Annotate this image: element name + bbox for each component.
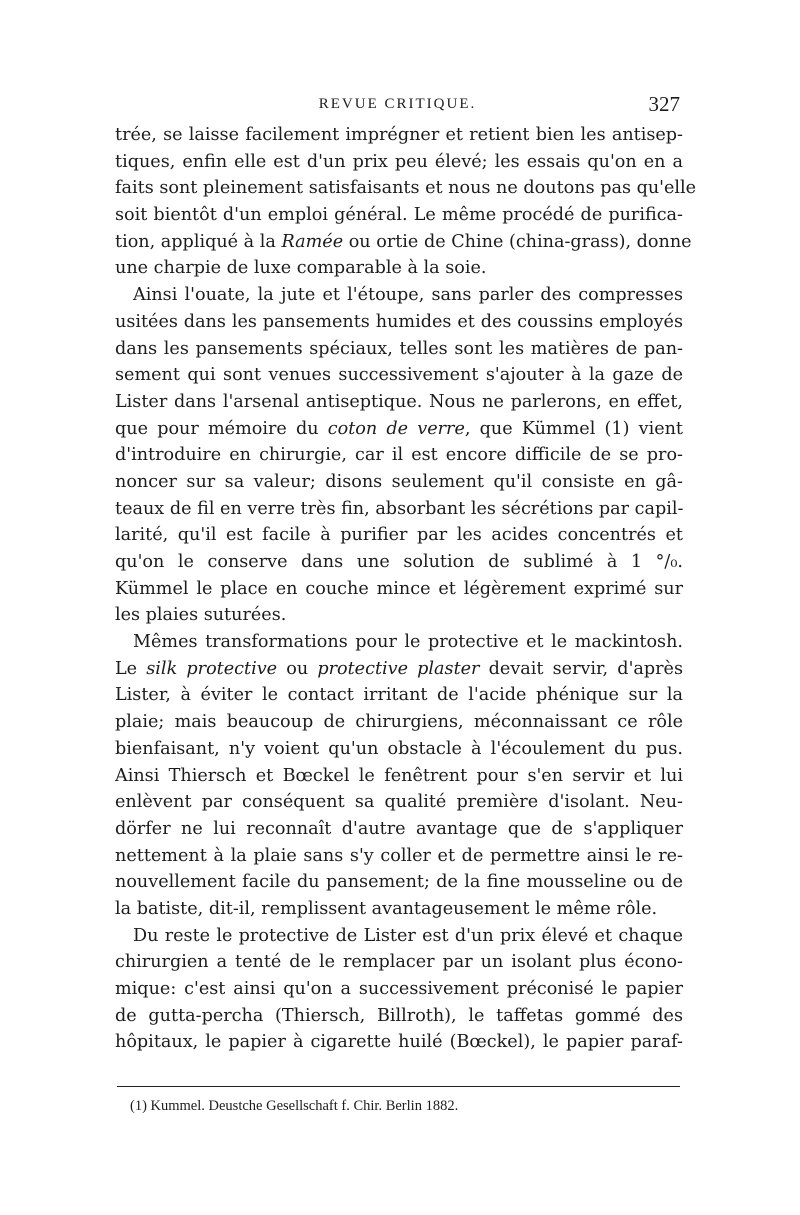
text-segment: , que Kümmel (1) vient xyxy=(464,418,684,439)
text-segment: plaie; mais beaucoup de chirurgiens, méconnaissant ce rôle xyxy=(115,712,683,733)
italic-term: protective plaster xyxy=(317,658,480,679)
text-segment: chirurgien a tenté de le remplacer par un isolant plus écono- xyxy=(115,952,683,973)
text-segment: Le xyxy=(115,658,147,679)
text-line xyxy=(115,442,683,469)
text-segment: soit bientôt d'un emploi général. Le même procédé de purifica- xyxy=(115,205,683,226)
text-line xyxy=(115,175,697,202)
italic-term: Ramée xyxy=(281,231,344,252)
text-segment: Kümmel le place en couche mince et légèrement exprimé sur xyxy=(115,578,683,599)
text-line xyxy=(115,949,683,976)
text-segment: qu'on le conserve dans une solution de sublimé à 1 °/₀. xyxy=(115,552,683,572)
text-segment: nettement à la plaie sans s'y coller et de permettre ainsi le re- xyxy=(115,845,683,866)
text-line xyxy=(115,202,683,229)
text-line xyxy=(115,629,683,656)
italic-term: coton de verre xyxy=(327,418,465,439)
text-line xyxy=(115,1029,683,1056)
text-segment: dörfer ne lui reconnaît d'autre avantage que de s'appliquer xyxy=(115,818,683,839)
text-segment: enlèvent par conséquent sa qualité première d'isolant. Neu- xyxy=(115,792,683,813)
text-segment: ou xyxy=(277,658,318,679)
text-segment: usitées dans les pansements humides et des coussins employés xyxy=(115,311,683,332)
text-line xyxy=(115,336,683,363)
text-line xyxy=(115,282,683,309)
text-line xyxy=(115,896,683,923)
text-line xyxy=(115,602,683,629)
text-line xyxy=(115,496,683,523)
text-line xyxy=(115,149,683,176)
footnote-rule xyxy=(117,1086,680,1087)
text-line xyxy=(115,789,683,816)
text-line xyxy=(115,1003,683,1030)
text-line xyxy=(115,576,683,603)
text-line xyxy=(115,549,683,576)
text-line xyxy=(115,309,683,336)
text-line xyxy=(115,843,683,870)
text-line xyxy=(115,682,683,709)
text-segment: tion, appliqué à la xyxy=(115,231,282,252)
text-segment: Ainsi Thiersch et Bœckel le fenêtrent pour s'en servir et lui xyxy=(115,765,683,786)
text-segment: sement qui sont venues successivement s'ajouter à la gaze de xyxy=(115,365,683,386)
text-line xyxy=(115,976,683,1003)
running-head xyxy=(115,92,680,122)
text-segment: dans les pansements spéciaux, telles sont les matières de pan- xyxy=(115,338,683,359)
text-segment: Lister, à éviter le contact irritant de l'acide phénique sur la xyxy=(115,685,683,706)
text-line xyxy=(115,416,683,443)
text-segment: bienfaisant, n'y voient qu'un obstacle à l'écoulement du pus. xyxy=(115,738,683,759)
body-text xyxy=(115,122,697,1056)
text-line xyxy=(115,923,683,950)
text-line xyxy=(115,229,692,256)
text-segment: hôpitaux, le papier à cigarette huilé (Bœckel), le papier paraf- xyxy=(115,1032,683,1053)
text-segment: devait servir, d'après xyxy=(479,658,684,679)
text-segment: Mêmes transformations pour le protective et le mackintosh. xyxy=(133,632,683,653)
text-segment: larité, qu'il est facile à purifier par les acides concentrés et xyxy=(115,525,683,546)
footnote: (1) Kummel. Deustche Gesellschaft f. Chir. Berlin 1882. xyxy=(130,1098,459,1114)
text-segment: Ainsi l'ouate, la jute et l'étoupe, sans parler des compresses xyxy=(133,285,683,306)
text-line xyxy=(115,389,683,416)
text-segment: la batiste, dit-il, remplissent avantageusement le même rôle. xyxy=(115,898,658,919)
text-segment: tiques, enfin elle est d'un prix peu élevé; les essais qu'on en a xyxy=(115,151,683,172)
text-segment: teaux de fil en verre très fin, absorbant les sécrétions par capil- xyxy=(115,498,684,519)
text-line xyxy=(115,122,683,149)
text-line xyxy=(115,763,683,790)
text-segment: que pour mémoire du xyxy=(115,418,328,439)
text-line xyxy=(115,736,683,763)
text-segment: Du reste le protective de Lister est d'un prix élevé et chaque xyxy=(133,925,683,946)
text-line xyxy=(115,522,683,549)
text-segment: trée, se laisse facilement imprégner et retient bien les antisep- xyxy=(115,125,683,145)
running-title: REVUE CRITIQUE. xyxy=(318,96,477,112)
text-line xyxy=(115,255,683,282)
text-line xyxy=(115,709,683,736)
text-segment: une charpie de luxe comparable à la soie. xyxy=(115,258,487,279)
text-line xyxy=(115,469,683,496)
text-segment: noncer sur sa valeur; disons seulement qu'il consiste en gâ- xyxy=(115,471,683,492)
italic-term: silk protective xyxy=(146,658,278,679)
text-segment: mique: c'est ainsi qu'on a successivement préconisé le papier xyxy=(115,979,683,999)
page-number: 327 xyxy=(648,92,680,116)
text-segment: de gutta-percha (Thiersch, Billroth), le taffetas gommé des xyxy=(115,1005,683,1026)
text-segment: les plaies suturées. xyxy=(115,605,287,626)
text-line xyxy=(115,816,683,843)
text-segment: Lister dans l'arsenal antiseptique. Nous ne parlerons, en effet, xyxy=(115,391,683,412)
text-line xyxy=(115,656,683,683)
text-segment: d'introduire en chirurgie, car il est encore difficile de se pro- xyxy=(115,445,683,466)
text-line xyxy=(115,869,683,896)
text-segment: nouvellement facile du pansement; de la fine mousseline ou de xyxy=(115,872,683,893)
text-line xyxy=(115,362,683,389)
text-segment: faits sont pleinement satisfaisants et nous ne doutons pas qu'elle xyxy=(115,178,697,199)
text-segment: ou ortie de Chine (china-grass), donne xyxy=(343,231,692,252)
